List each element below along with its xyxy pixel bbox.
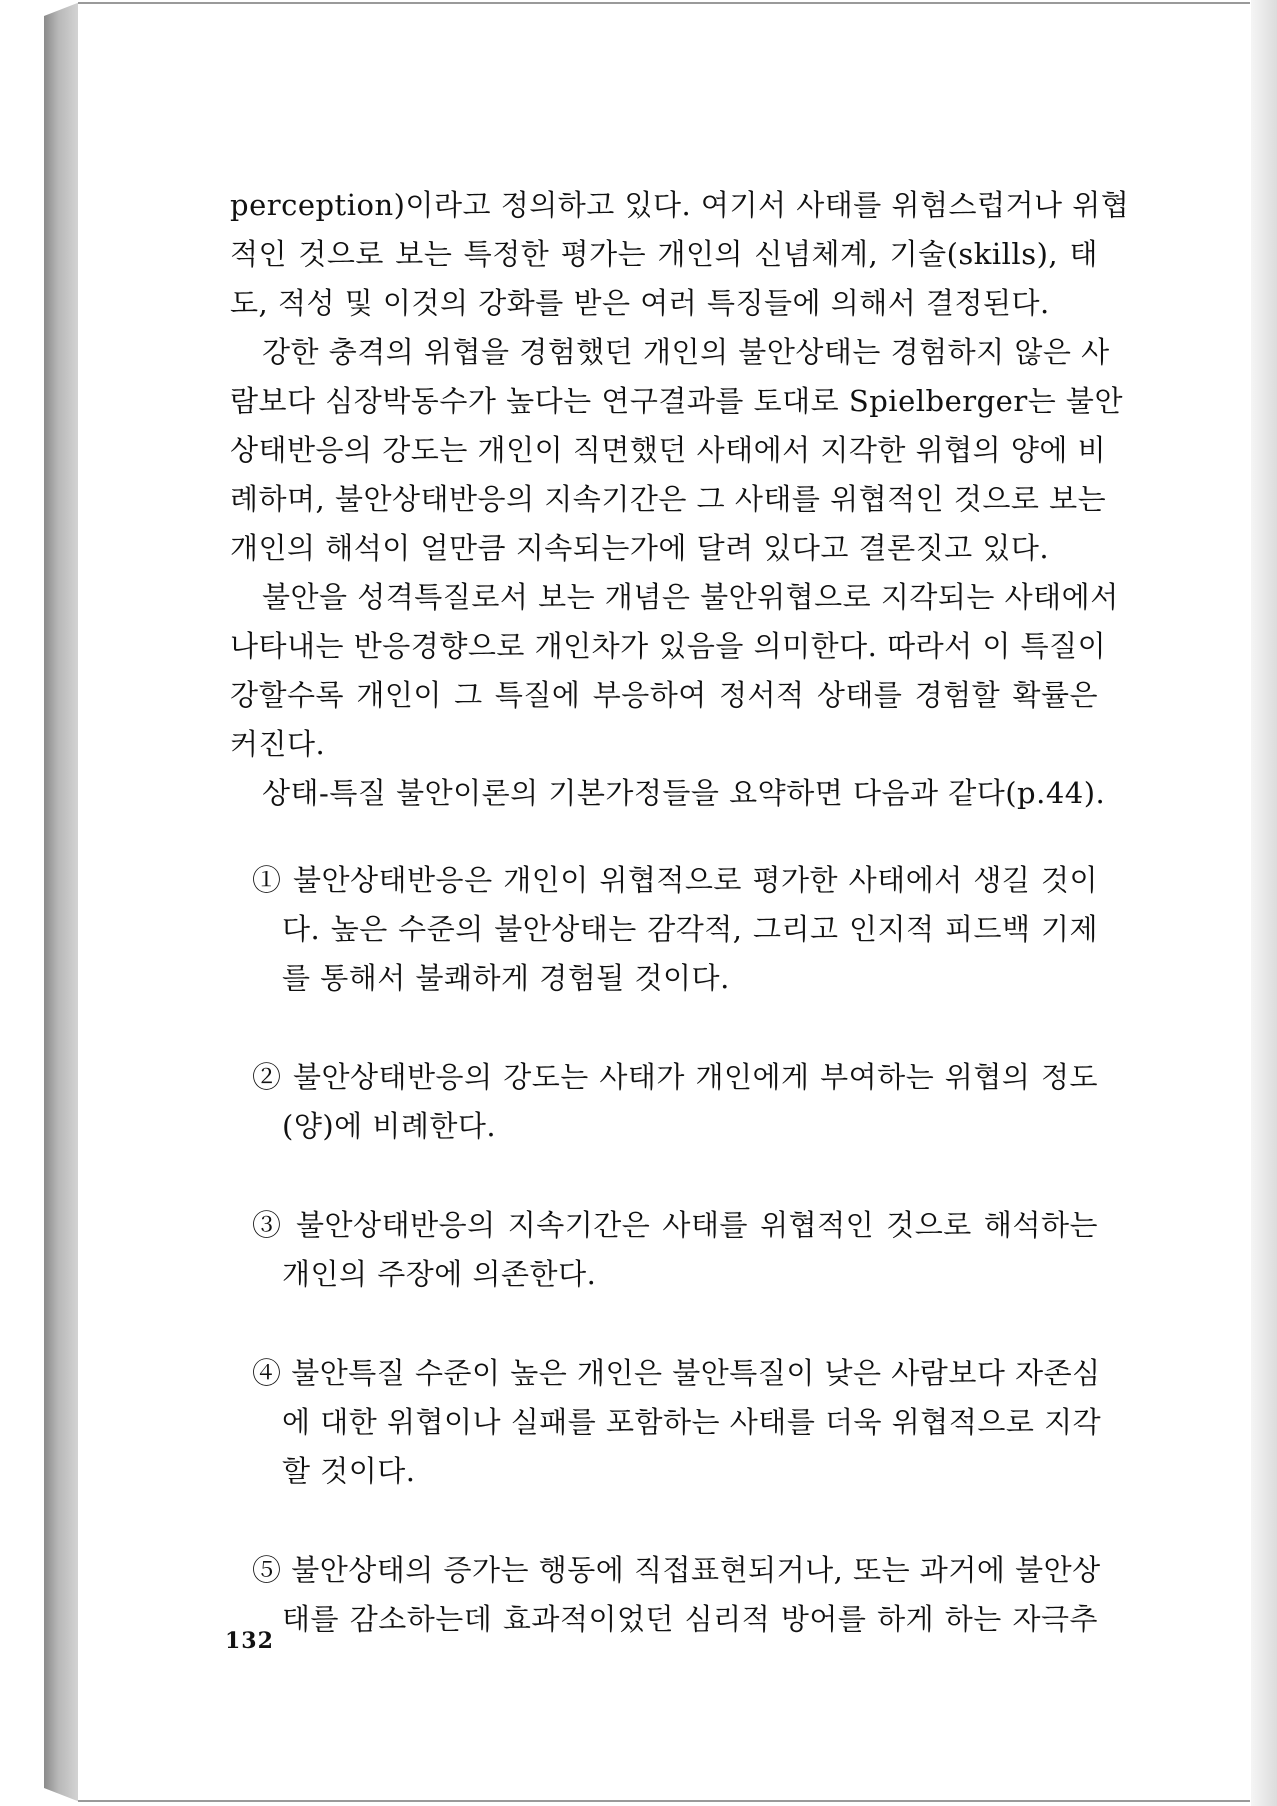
paragraph: [230, 181, 1130, 328]
text-line: 도, 적성 및 이것의 강화를 받은 여러 특징들에 의해서 결정된다.: [230, 286, 1050, 320]
text-line: 나타내는 반응경향으로 개인차가 있음을 의미한다. 따라서 이 특질이: [230, 629, 1107, 663]
text-line: 적인 것으로 보는 특정한 평가는 개인의 신념체계, 기술(skills), 태: [230, 237, 1098, 271]
text-line: 람보다 심장박동수가 높다는 연구결과를 토대로 Spielberger는 불안: [230, 384, 1123, 418]
text-line: 상태반응의 강도는 개인이 직면했던 사태에서 지각한 위협의 양에 비: [230, 433, 1107, 467]
text-line: perception)이라고 정의하고 있다. 여기서 사태를 위험스럽거나 위협: [230, 188, 1130, 222]
list-item: [230, 1349, 1102, 1496]
list-item: [230, 1053, 1098, 1151]
text-line: 에 대한 위협이나 실패를 포함하는 사태를 더욱 위협적으로 지각: [282, 1405, 1102, 1439]
text-line: 를 통해서 불쾌하게 경험될 것이다.: [282, 961, 730, 995]
text-line: 태를 감소하는데 효과적이었던 심리적 방어를 하게 하는 자극추: [282, 1602, 1098, 1636]
text-line: 강한 충격의 위협을 경험했던 개인의 불안상태는 경험하지 않은 사: [262, 335, 1110, 369]
text-line: 상태-특질 불안이론의 기본가정들을 요약하면 다음과 같다(p.44).: [262, 776, 1106, 810]
page-body: [230, 181, 1130, 1644]
text-line: (양)에 비례한다.: [282, 1109, 497, 1143]
paragraph: [230, 328, 1123, 573]
text-line: 개인의 주장에 의존한다.: [282, 1257, 597, 1291]
text-line: 커진다.: [230, 727, 326, 761]
text-line: ② 불안상태반응의 강도는 사태가 개인에게 부여하는 위협의 정도: [252, 1060, 1098, 1094]
page-number: 132: [225, 1628, 274, 1654]
page-edge-shadow: [1251, 0, 1277, 1806]
list-item: [230, 1546, 1101, 1644]
text-line: ① 불안상태반응은 개인이 위협적으로 평가한 사태에서 생길 것이: [252, 863, 1098, 897]
text-line: 례하며, 불안상태반응의 지속기간은 그 사태를 위협적인 것으로 보는: [230, 482, 1107, 516]
paragraph: [230, 769, 1106, 818]
list-item: [230, 1201, 1098, 1299]
list-item: [230, 856, 1098, 1003]
text-line: 불안을 성격특질로서 보는 개념은 불안위협으로 지각되는 사태에서: [262, 580, 1119, 614]
text-line: 다. 높은 수준의 불안상태는 감각적, 그리고 인지적 피드백 기제: [282, 912, 1098, 946]
text-line: ③ 불안상태반응의 지속기간은 사태를 위협적인 것으로 해석하는: [252, 1208, 1098, 1242]
text-line: 개인의 해석이 얼만큼 지속되는가에 달려 있다고 결론짓고 있다.: [230, 531, 1050, 565]
book-spine: [44, 2, 80, 1802]
text-line: ④ 불안특질 수준이 높은 개인은 불안특질이 낮은 사람보다 자존심: [252, 1356, 1101, 1390]
paragraph: [230, 573, 1119, 769]
text-line: 할 것이다.: [282, 1454, 416, 1488]
text-line: ⑤ 불안상태의 증가는 행동에 직접표현되거나, 또는 과거에 불안상: [252, 1553, 1101, 1587]
text-line: 강할수록 개인이 그 특질에 부응하여 정서적 상태를 경험할 확률은: [230, 678, 1098, 712]
